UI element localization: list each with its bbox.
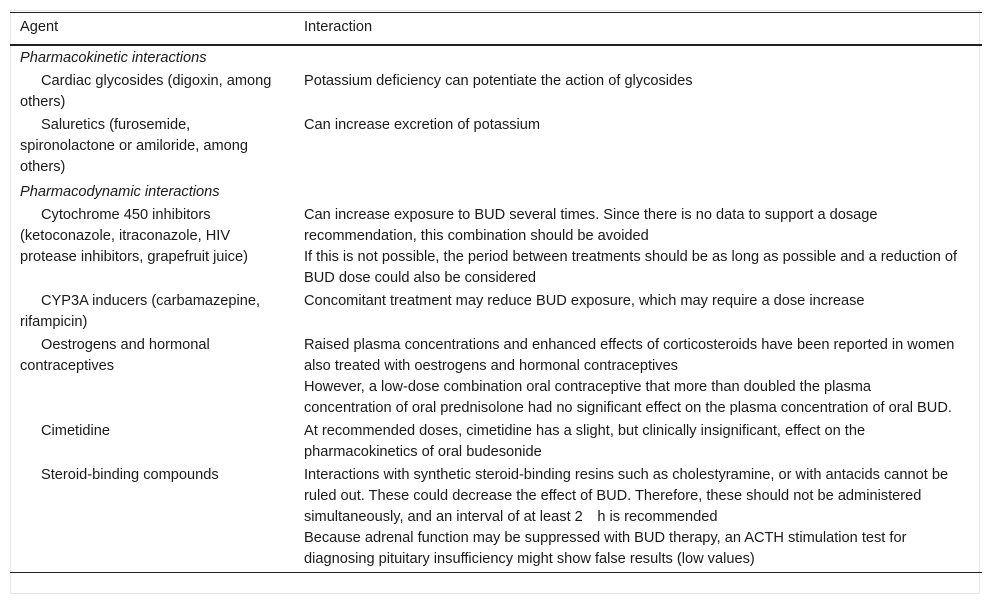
agent-name: Cimetidine — [41, 423, 110, 439]
agent-name: CYP3A inducers (carbamazepine, rifampicin) — [20, 293, 261, 330]
interaction-cell — [292, 335, 982, 421]
agent-name: Steroid-binding compounds — [41, 467, 219, 483]
interaction-text: Can increase exposure to BUD several times. Since there is no data to support a dosage recommendation, this combination should be avoided — [304, 207, 878, 244]
interaction-cell — [292, 465, 982, 573]
agent-cell — [10, 465, 292, 573]
section-title: Pharmacodynamic interactions — [20, 184, 220, 200]
interaction-text: Concomitant treatment may reduce BUD exposure, which may require a dose increase — [304, 293, 865, 309]
table-body — [10, 45, 982, 573]
interaction-cell — [292, 115, 982, 180]
interaction-text: Potassium deficiency can potentiate the action of glycosides — [304, 73, 693, 89]
agent-cell — [10, 71, 292, 115]
table-row — [10, 205, 982, 291]
agent-cell — [10, 335, 292, 421]
table-row — [10, 291, 982, 335]
agent-cell — [10, 291, 292, 335]
section-row — [10, 180, 982, 205]
interaction-text: Because adrenal function may be suppressed with BUD therapy, an ACTH stimulation test for diagnosing pituitary insufficiency might show false results (low values) — [304, 530, 907, 567]
table-row — [10, 335, 982, 421]
interaction-text: If this is not possible, the period between treatments should be as long as possible and a reduction of BUD dose could also be considered — [304, 249, 958, 286]
interaction-text: Can increase excretion of potassium — [304, 117, 541, 133]
interaction-text: However, a low-dose combination oral contraceptive that more than doubled the plasma concentration of oral prednisolone had no significant effect on the plasma concentration of oral BUD. — [304, 379, 952, 416]
interaction-cell — [292, 205, 982, 291]
table-row — [10, 465, 982, 573]
agent-name: Cytochrome 450 inhibitors (ketoconazole, itraconazole, HIV protease inhibitors, grapefruit juice) — [20, 207, 248, 265]
agent-name: Oestrogens and hormonal contraceptives — [20, 337, 210, 374]
table-row — [10, 421, 982, 465]
interaction-text: Interactions with synthetic steroid-binding resins such as cholestyramine, or with antacids cannot be ruled out. These could decrease the effect of BUD. Therefore, these should not be administered simultaneously, and an interval of at least 2 h is recommended — [304, 467, 949, 525]
interaction-text: At recommended doses, cimetidine has a slight, but clinically insignificant, effect on the pharmacokinetics of oral budesonide — [304, 423, 866, 460]
agent-cell — [10, 421, 292, 465]
table-header-row — [10, 13, 982, 46]
section-row — [10, 45, 982, 71]
table-row — [10, 71, 982, 115]
agent-name: Cardiac glycosides (digoxin, among others) — [20, 73, 272, 110]
drug-interactions-table — [10, 12, 982, 573]
header-interaction: Interaction — [292, 13, 982, 46]
interaction-cell — [292, 291, 982, 335]
section-title: Pharmacokinetic interactions — [20, 50, 207, 66]
agent-cell — [10, 205, 292, 291]
interaction-cell — [292, 421, 982, 465]
agent-cell — [10, 115, 292, 180]
agent-name: Saluretics (furosemide, spironolactone or amiloride, among others) — [20, 117, 248, 175]
header-agent: Agent — [10, 13, 292, 46]
interaction-cell — [292, 71, 982, 115]
table-row — [10, 115, 982, 180]
interaction-text: Raised plasma concentrations and enhanced effects of corticosteroids have been reported in women also treated with oestrogens and hormonal contraceptives — [304, 337, 955, 374]
